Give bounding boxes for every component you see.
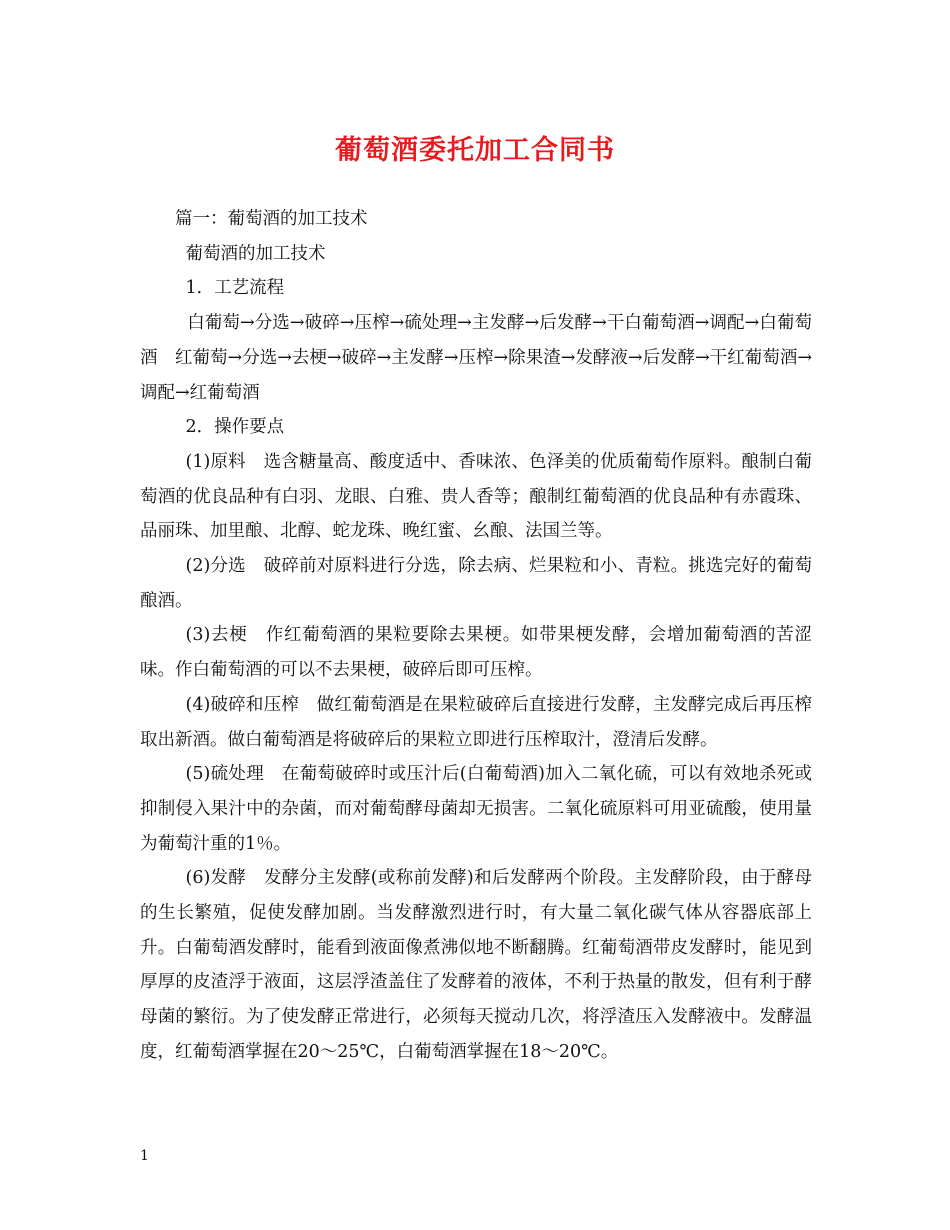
subsection-heading: 葡萄酒的加工技术 — [185, 243, 326, 264]
key-points-heading: 2．操作要点 — [185, 417, 285, 438]
paragraph-destemming: (3)去梗 作红葡萄酒的果粒要除去果梗。如带果梗发酵，会增加葡萄酒的苦涩味。作白葡萄酒的可以不去果梗，破碎后即可压榨。 — [140, 625, 812, 681]
paragraph-fermentation: (6)发酵 发酵分主发酵(或称前发酵)和后发酵两个阶段。主发酵阶段，由于酵母的生长繁殖，促使发酵加剧。当发酵激烈进行时，有大量二氧化碳气体从容器底部上升。白葡萄酒发酵时，能看到液面像煮沸似地不断翻腾。红葡萄酒带皮发酵时，能见到厚厚的皮渣浮于液面，这层浮渣盖住了发酵着的液体，不利于热量的散发，但有利于酵母菌的繁衍。为了使发酵正常进行，必须每天搅动几次，将浮渣压入发酵液中。发酵温度，红葡萄酒掌握在20～25℃，白葡萄酒掌握在18～20℃。 — [140, 868, 812, 1062]
section-heading: 篇一：葡萄酒的加工技术 — [175, 209, 368, 229]
paragraph-raw-material: (1)原料 选含糖量高、酸度适中、香味浓、色泽美的优质葡萄作原料。酿制白葡萄酒的优良品种有白羽、龙眼、白雅、贵人香等；酿制红葡萄酒的优良品种有赤霞珠、品丽珠、加里酿、北醇、蛇龙珠、晚红蜜、幺酿、法国兰等。 — [140, 451, 812, 542]
paragraph-sulfur-treatment: (5)硫处理 在葡萄破碎时或压汁后(白葡萄酒)加入二氧化硫，可以有效地杀死或抑制侵入果汁中的杂菌，而对葡萄酵母菌却无损害。二氧化硫原料可用亚硫酸，使用量为葡萄汁重的1％。 — [140, 764, 812, 854]
page-number: 1 — [140, 1148, 149, 1164]
document-title: 葡萄酒委托加工合同书 — [335, 135, 615, 166]
paragraph-sorting: (2)分选 破碎前对原料进行分选，除去病、烂果粒和小、青粒。挑选完好的葡萄酿酒。 — [140, 556, 812, 611]
paragraph-crushing-pressing: (4)破碎和压榨 做红葡萄酒是在果粒破碎后直接进行发酵，主发酵完成后再压榨取出新酒。做白葡萄酒是将破碎后的果粒立即进行压榨取汁，澄清后发酵。 — [140, 694, 812, 750]
process-heading: 1．工艺流程 — [185, 278, 285, 299]
process-flow-paragraph: 白葡萄→分选→破碎→压榨→硫处理→主发酵→后发酵→干白葡萄酒→调配→白葡萄酒 红葡萄→分选→去梗→破碎→主发酵→压榨→除果渣→发酵液→后发酵→干红葡萄酒→调配→红葡萄酒 — [140, 313, 812, 403]
document-body — [140, 202, 812, 1070]
